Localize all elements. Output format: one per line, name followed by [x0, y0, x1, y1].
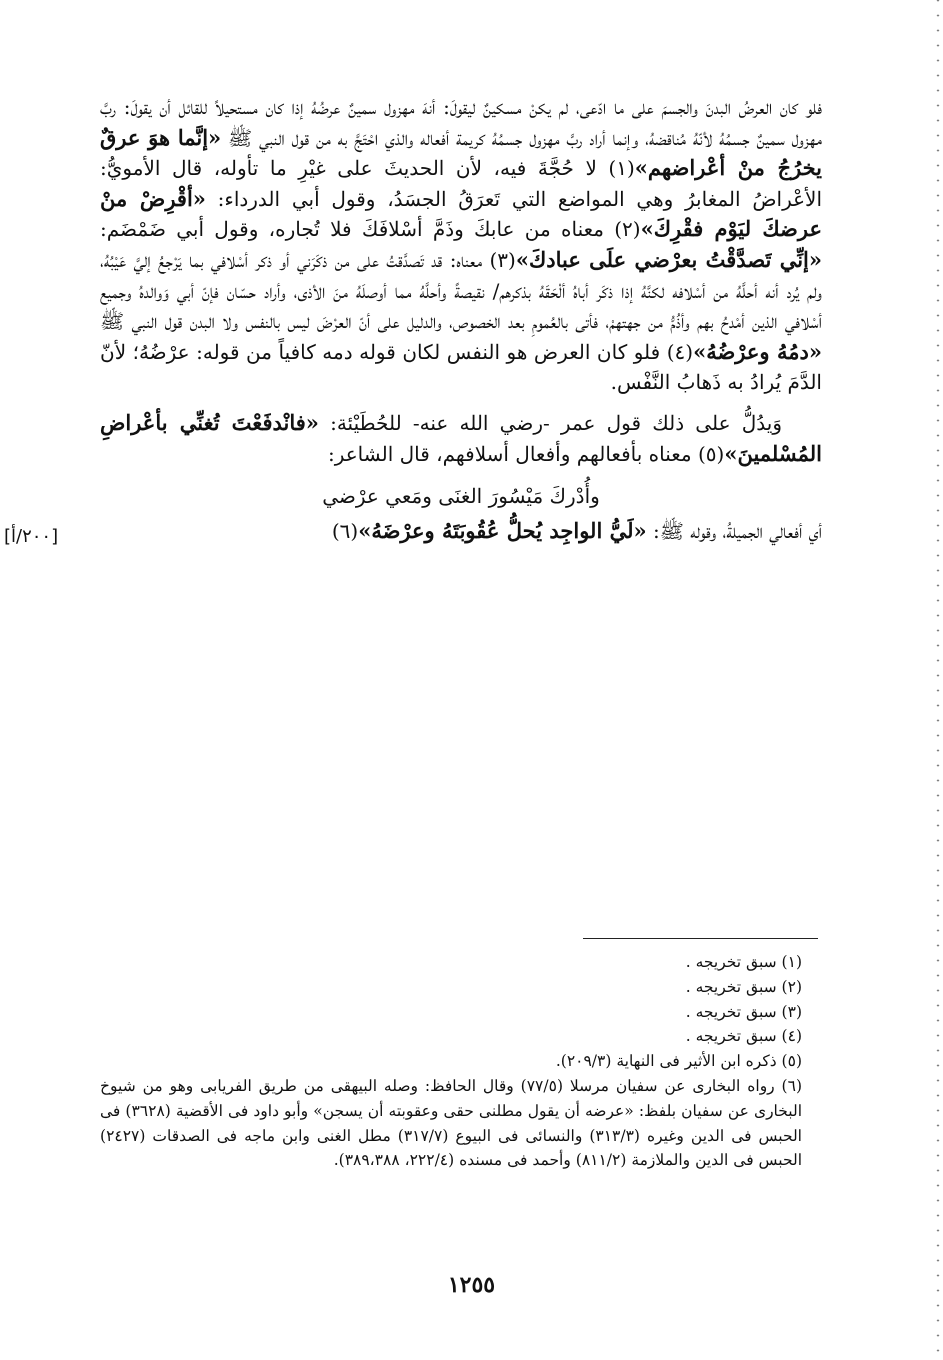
- poetry-verse: وأُدْركَ مَيْسُورَ الغنَى ومَعي عرْضي: [322, 484, 600, 509]
- text-run: وَيدُلُّ على ذلك قول عمر -رضي الله عنه- للحُطَيْئة:: [318, 410, 782, 435]
- main-text: [100, 92, 822, 546]
- footnote-item: (٦) رواه البخارى عن سفيان مرسلا (٧٧/٥) وقال الحافظ: وصله البيهقى من طريق الفريابى وهو من شيوخ البخارى عن سفيان بلفظ: «عرضه أن يقول مطلنى حقى وعقوبته أن يسجن» وأبو داود فى الأقضية (٣٦٢٨) فى الحبس فى الدين وغيره (٣١٣/٣) والنسائى فى البيوع (٣١٧/٧) مطل الغنى وابن ماجه فى الصدقات (٢٤٢٧) الحبس فى الدين والملازمة (٨١١/٢) وأحمد فى مسنده (٢٢٢/٤، ٣٨٩،٣٨٨).: [100, 1076, 802, 1170]
- paragraph-2: [100, 408, 822, 469]
- footnote-item: (٥) ذكره ابن الأثير فى النهاية (٢٠٩/٣).: [555, 1052, 802, 1071]
- text-run: (٤) فلو كان العرض هو النفس لكان قوله دمه كافياً من قوله: عرْضُهُ؛ لأنّ الدَّمَ يُرادُ به ذَهابُ النَّفْس.: [100, 339, 822, 395]
- text-run: (٥) معناه بأفعالهم وأفعال أسلافهم، قال الشاعر:: [327, 441, 725, 466]
- text-run: (١) لا حُجَّةَ فيه، لأن الحديثَ على غيْرِ ما تأوله، قال الأمويُّ: الأعْراضُ المغابرُ وهي المواضع التي تَعرَقُ الجسَدُ، وقول أبي الدرداء:: [100, 156, 822, 211]
- footnote-separator: [583, 938, 818, 939]
- footnote-item: (٢) سبق تخريجه .: [685, 977, 802, 996]
- manuscript-folio-reference: [٢٠٠/أ]: [4, 526, 59, 547]
- hadith-quote: «فانْدفَعْتَ تُغنِّي بأعْراضِ المُسْلمينَ»: [100, 409, 822, 466]
- hadith-quote: «إنَّما هوَ عرقٌ يخرُجُ منْ أعْراضهم»: [100, 124, 822, 181]
- paragraph-3: [100, 516, 822, 547]
- hadith-quote: «دمُهُ وعرْضُهُ»: [693, 338, 822, 364]
- footnote-item: (٤) سبق تخريجه .: [685, 1027, 802, 1046]
- hadith-quote: «لَيُّ الواجِد يُحلُّ عُقُوبَتَهُ وعرْضَهُ»: [358, 517, 647, 543]
- paragraph-1: [100, 92, 822, 398]
- hadith-quote: «أقْرِضْ منْ عرضكَ ليَوْم فقْرِكَ»: [100, 185, 822, 242]
- text-run: فلو كان العرضُ البدنَ والجسمَ على ما ادّعى، لم يكنْ مسكينٌ ليقولَ: أنهَ مهزول سمينٌ عرضُهُ إذا كان مستحيلاً للقائل أن يقولَ: ربَّ مهزول سمينٌ جسمُهُ لأنّهُ مُناقضهُ، وإنما أراد ربَّ مهزول جسمُهُ كريمة أفعاله والذي احْتَجَّ به من قول النبي ﷺ: [100, 95, 822, 150]
- page-number: ١٢٥٥: [447, 1272, 496, 1298]
- footnote-item: (٣) سبق تخريجه .: [685, 1002, 802, 1021]
- text-run: (٦): [331, 518, 359, 543]
- footnotes: [100, 950, 822, 1173]
- text-run: (٣) معناه: قد تَصدَّقتُ على من ذكَرَني أو ذكر أسْلافي بما يَرْجعُ إليَّ عَيْبُهُ، ولم يُرد أنه أحلَّهُ من أسْلافه لكنَّهُ إذا ذكَر أباهُ ألْحَقَهُ بذكرهم/ نقيصةً وأحلَّهُ مما أوصلَهُ منَ الأذى، وأراد حسّان فإنّ أبي وَوالدهُ وجميع أسْلافي الذين أمْدحُ بهم وأذُمُّ من جهتهمْ، فأتى بالعُمومِ بعد الخصوص، والدليل على أنّ العرْضَ ليس بالنفس ولا البدن قول النبي ﷺ: [100, 247, 822, 334]
- text-run: (٢) معناه من عابكَ وذَمَّ أسْلافَكَ فلا تُجاره، وقول أبي ضَمْضَم:: [100, 217, 641, 242]
- footnote-item: (١) سبق تخريجه .: [685, 953, 802, 971]
- hadith-quote: «إنِّي تَصدَّقْتُ بعرْضي علَى عبادكَ»: [515, 246, 822, 272]
- page-edge-dots: [921, 0, 943, 1360]
- text-run: أي أفعالي الجميلةُ، وقوله ﷺ:: [646, 518, 822, 543]
